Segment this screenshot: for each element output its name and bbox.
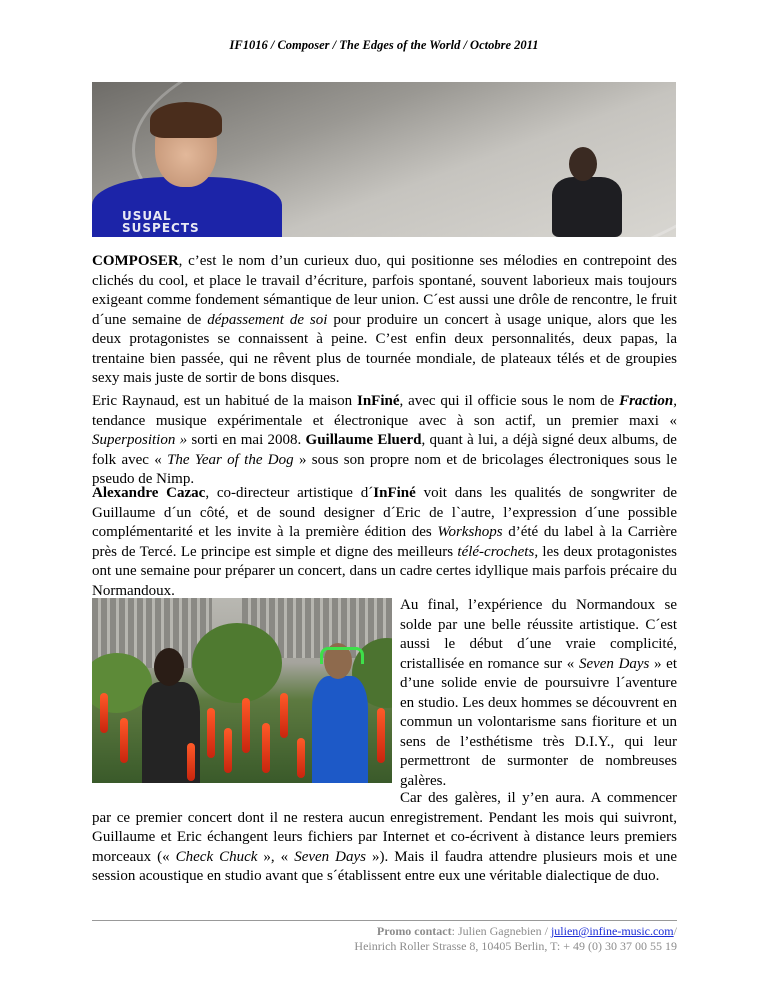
emphasis: dépassement de soi — [207, 311, 328, 328]
text-span: Eric Raynaud, est un habitué de la maison — [92, 393, 357, 409]
text-span: , quant à lui, a déjà signé deux albums, de folk avec « — [92, 432, 677, 468]
duo-photo-top — [92, 82, 676, 237]
emphasis: télé-crochets — [457, 543, 535, 560]
torch-lily — [280, 693, 288, 738]
torch-lily — [100, 693, 108, 733]
text-span: , co-directeur artistique d´ — [205, 485, 374, 501]
seated-person — [547, 147, 622, 237]
text-span: , tendance musique expérimentale et électronique avec à son actif, un premier maxi « — [92, 393, 678, 429]
torch-lily — [120, 718, 128, 763]
text-span: sorti en mai 2008. — [187, 432, 306, 448]
text-span: »). Mais il faudra attendre plusieurs mois et une session acoustique en studio avant que s´établissent entre eux une véritable dialectique de duo. — [92, 848, 677, 884]
headphones-icon — [320, 647, 364, 664]
address: Heinrich Roller Strasse 8, 10405 Berlin, T: + 49 (0) 30 37 00 55 19 — [354, 939, 677, 953]
paragraph-normandoux — [400, 596, 677, 791]
text-span: voit dans les qualités de songwriter de Guillaume d´un côté, et de sound designer d´Eric de l`autre, l’expression d´une possible complémentarité et les invite à la première édition des — [92, 485, 677, 540]
torch-lily — [207, 708, 215, 758]
person-hair — [150, 102, 222, 138]
man-with-headphones — [310, 643, 370, 783]
text-span: , c’est le nom d’un curieux duo, qui positionne ses mélodies en contrepoint des clichés du cool, et place le travail d’écriture, parfois spontané, souvent laborieux mais toujours exigeant comme fondement sémantique de leur union. C´est aussi une drôle de rencontre, le fruit d´une semaine de — [92, 253, 677, 328]
footer-divider — [92, 920, 677, 921]
project-name: Fraction — [619, 393, 674, 409]
paragraph-alexandre — [92, 484, 677, 601]
label-name: InFiné — [356, 393, 400, 409]
text-span: d’été du label à la Carrière près de Tercé. Le principe est simple et digne des meilleurs — [92, 524, 677, 560]
text-span: » sous son propre nom et de bricolages électroniques sous le pseudo de Nimp. — [92, 451, 677, 487]
text-span: Au final, l’expérience du Normandoux se solde par une belle réussite artistique. C´est aussi le début d´une vraie complicité, cristallisée en romance sur « — [400, 597, 677, 672]
footer — [92, 924, 677, 954]
torch-lily — [187, 743, 195, 781]
page-header: IF1016 / Composer / The Edges of the World / Octobre 2011 — [229, 38, 539, 52]
label-name: InFiné — [373, 485, 416, 501]
torch-lily — [224, 728, 232, 773]
shirt-print: USUAL SUSPECTS — [122, 209, 200, 235]
text-span: , avec qui il officie sous le nom de — [399, 393, 620, 409]
composer-name: COMPOSER — [92, 253, 179, 269]
seated-person-head — [569, 147, 597, 181]
duo-photo-garden — [92, 598, 392, 783]
paragraph-eric — [92, 392, 677, 490]
album-title: The Year of the Dog — [167, 451, 294, 468]
promo-label: Promo contact — [376, 924, 452, 938]
slash: / — [673, 924, 677, 938]
release-title: Superposition » — [92, 432, 188, 448]
artist-name: Guillaume Eluerd — [305, 432, 422, 448]
song-title: Seven Days — [294, 848, 366, 865]
paragraph-intro — [92, 252, 677, 389]
person-name: Alexandre Cazac — [92, 485, 206, 501]
torch-lily — [262, 723, 270, 773]
song-title: Seven Days — [578, 655, 650, 672]
email-link[interactable]: julien@infine-music.com — [550, 924, 674, 938]
tree — [192, 623, 282, 703]
torch-lily — [242, 698, 250, 753]
seated-person-body — [552, 177, 622, 237]
man-body — [312, 676, 368, 783]
indent — [92, 790, 400, 806]
paragraph-galeres — [92, 789, 677, 887]
torch-lily — [377, 708, 385, 763]
text-span: Car des galères, il y’en aura. A commencer par ce premier concert dont il ne restera aucun enregistrement. Pendant les mois qui suivront, Guillaume et Eric échangent leurs fichiers par Internet et co-écrivent à distance leurs premiers morceaux (« — [92, 790, 677, 865]
text-span: » et d’une solide envie de poursuivre l´aventure en studio. Les deux hommes se découvrent en commun un volontarisme sans fioriture et un sens de l’esthétisme très D.I.Y., qui leur permettront de surmonter de nombreuses galères. — [400, 655, 677, 789]
bearded-man-head — [154, 648, 184, 686]
event-name: Workshops — [437, 524, 503, 540]
text-span: », « — [257, 848, 295, 865]
promo-contact: : Julien Gagnebien / — [451, 924, 551, 938]
song-title: Check Chuck — [175, 848, 258, 865]
text-span: pour produire un concert à usage unique, alors que les deux protagonistes se connaissent à peine. C’est enfin deux personnalités, deux papas, la trentaine bien passée, qui ne rêvent plus de tournée mondiale, de plateaux télés et de groupies sexy mais juste de sortir de bons disques. — [92, 311, 678, 386]
torch-lily — [297, 738, 305, 778]
text-span: , les deux protagonistes ont une semaine pour préparer un concert, dans un cadre certes idyllique mais parfois précaire du Normandoux. — [92, 543, 677, 599]
